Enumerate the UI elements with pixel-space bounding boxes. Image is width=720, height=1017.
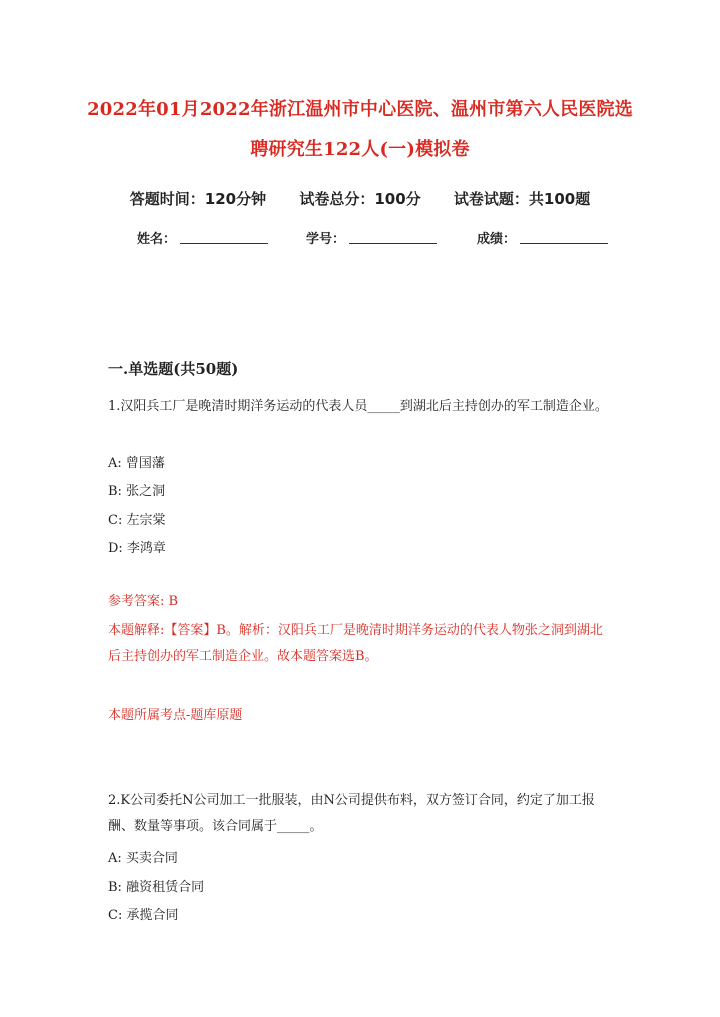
- exam-total-score: 试卷总分：100分: [299, 190, 421, 208]
- score-label: 成绩：: [477, 232, 517, 247]
- question-1-text: 1.汉阳兵工厂是晚清时期洋务运动的代表人员_____到湖北后主持创办的军工制造企业。: [108, 399, 608, 414]
- question-2-text: 2.K公司委托N公司加工一批服装，由N公司提供布料，双方签订合同，约定了加工报酬、数量等事项。该合同属于_____。: [108, 793, 595, 834]
- section-title: 一.单选题(共50题): [108, 360, 239, 378]
- question-1-topic: 本题所属考点-题库原题: [108, 708, 243, 723]
- question-1-option-d[interactable]: D: 李鸿章: [108, 541, 166, 556]
- question-1-answer: 参考答案: B: [108, 594, 179, 609]
- question-1-option-b[interactable]: B: 张之洞: [108, 484, 166, 499]
- question-2-option-b[interactable]: B: 融资租赁合同: [108, 880, 205, 895]
- exam-title-line-2: 聘研究生122人(一)模拟卷: [250, 139, 470, 160]
- question-2-option-a[interactable]: A: 买卖合同: [108, 851, 178, 866]
- name-blank[interactable]: [180, 231, 268, 244]
- student-id-label: 学号：: [306, 232, 346, 247]
- exam-total-questions: 试卷试题：共100题: [453, 190, 591, 208]
- exam-time: 答题时间：120分钟: [129, 190, 267, 208]
- question-1-option-c[interactable]: C: 左宗棠: [108, 513, 166, 528]
- exam-meta: [0, 188, 720, 209]
- question-2-option-c[interactable]: C: 承揽合同: [108, 908, 179, 923]
- question-1-option-a[interactable]: A: 曾国藩: [108, 456, 165, 471]
- score-field: [477, 228, 608, 247]
- score-blank[interactable]: [520, 231, 608, 244]
- name-field: [137, 228, 268, 247]
- question-1-explanation: 本题解释:【答案】B。解析：汉阳兵工厂是晚清时期洋务运动的代表人物张之洞到湖北后主持创办的军工制造企业。故本题答案选B。: [108, 623, 603, 664]
- exam-title-line-1: 2022年01月2022年浙江温州市中心医院、温州市第六人民医院选: [87, 99, 633, 120]
- student-id-blank[interactable]: [349, 231, 437, 244]
- student-id-field: [306, 228, 437, 247]
- name-label: 姓名：: [137, 232, 177, 247]
